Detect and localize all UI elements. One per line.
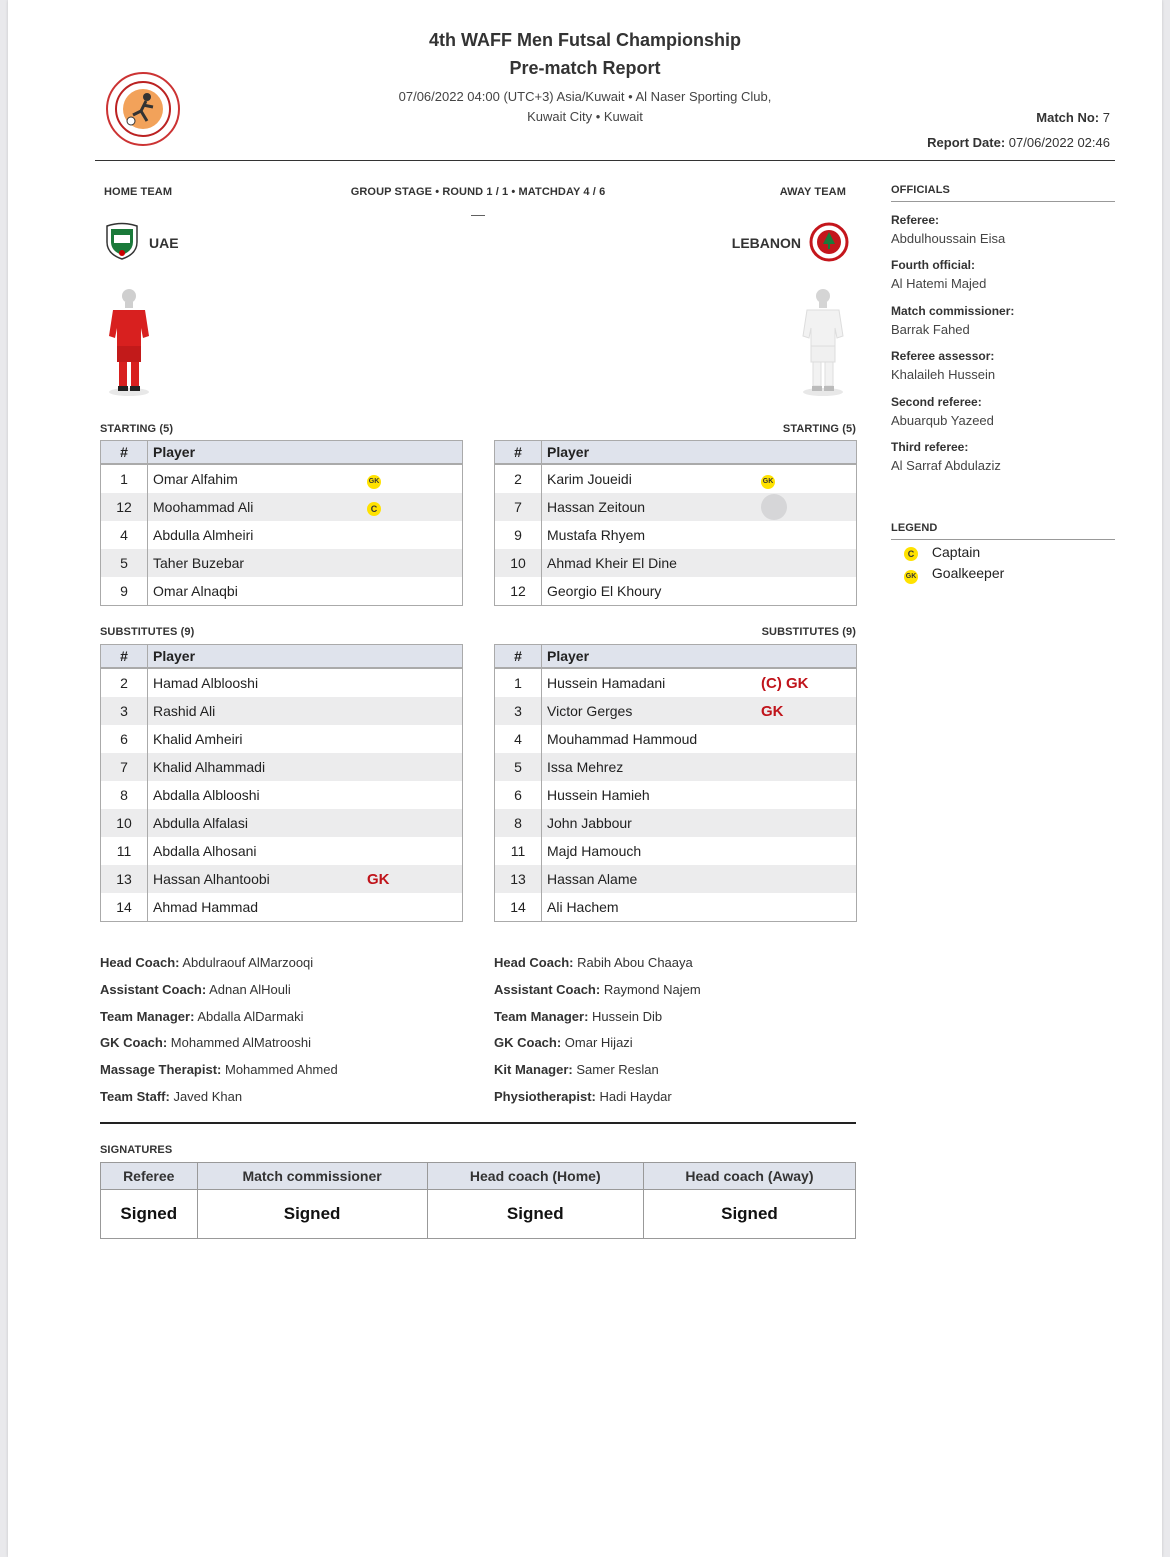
- table-row: [101, 549, 463, 577]
- report-title: Pre-match Report: [509, 58, 661, 78]
- player-mark: [756, 549, 857, 577]
- goalkeeper-badge-icon: GK: [904, 570, 918, 584]
- player-name: Hamad Alblooshi: [153, 675, 259, 691]
- player-mark: [362, 493, 463, 521]
- table-row: [495, 493, 857, 521]
- player-mark: [362, 781, 463, 809]
- col-player: Player: [148, 441, 363, 465]
- signatures-table: [100, 1162, 856, 1239]
- signatures-title: SIGNATURES: [100, 1144, 173, 1156]
- table-row: [495, 521, 857, 549]
- staff-row: [494, 1009, 701, 1036]
- report-date-value: 07/06/2022 02:46: [1008, 135, 1110, 150]
- player-number: 10: [101, 809, 148, 837]
- table-row: [101, 521, 463, 549]
- player-mark: [362, 668, 463, 697]
- table-row: [101, 464, 463, 493]
- table-row: [101, 865, 463, 893]
- official-entry: [891, 440, 1115, 485]
- staff-name: Omar Hijazi: [564, 1035, 633, 1051]
- table-row: [495, 697, 857, 725]
- player-number: 5: [495, 753, 542, 781]
- header-divider: [95, 160, 1115, 161]
- officials-divider: [891, 201, 1115, 202]
- player-name: Abdulla Alfalasi: [148, 809, 363, 837]
- staff-name: Samer Reslan: [576, 1062, 659, 1078]
- staff-role: Kit Manager:: [494, 1062, 573, 1078]
- table-row: [495, 577, 857, 606]
- away-kit-icon: [797, 286, 849, 403]
- goalkeeper-badge-icon: GK: [367, 475, 381, 489]
- staff-role: Massage Therapist:: [100, 1062, 222, 1078]
- officials-list: [891, 213, 1115, 485]
- player-number: 9: [495, 521, 542, 549]
- player-number: 12: [101, 493, 148, 521]
- staff-name: Raymond Najem: [603, 981, 701, 997]
- table-row: [495, 809, 857, 837]
- player-name: Omar Alfahim: [153, 471, 238, 487]
- staff-row: [100, 1035, 338, 1062]
- staff-name: Hussein Dib: [592, 1008, 663, 1024]
- signature-value: Signed: [197, 1190, 427, 1239]
- player-mark: [756, 668, 857, 697]
- table-row: [495, 781, 857, 809]
- staff-role: Physiotherapist:: [494, 1088, 596, 1104]
- blank-badge-icon: [761, 494, 787, 520]
- staff-row: [100, 1089, 338, 1116]
- signature-header: Referee: [101, 1163, 198, 1190]
- player-number: 2: [495, 464, 542, 493]
- championship-title: 4th WAFF Men Futsal Championship: [429, 30, 741, 50]
- player-name: Hassan Zeitoun: [542, 493, 757, 521]
- player-name: Ahmad Kheir El Dine: [542, 549, 757, 577]
- staff-role: Team Manager:: [100, 1008, 195, 1024]
- table-row: [101, 725, 463, 753]
- table-row: [101, 781, 463, 809]
- player-name: Abdalla Alhosani: [153, 843, 257, 859]
- staff-row: [100, 982, 338, 1009]
- player-mark: [756, 809, 857, 837]
- home-starting-table: [100, 440, 463, 606]
- home-subs-label: SUBSTITUTES (9): [100, 626, 195, 638]
- table-row: [495, 865, 857, 893]
- player-name: John Jabbour: [542, 809, 757, 837]
- staff-name: Abdalla AlDarmaki: [197, 1008, 304, 1024]
- match-number-value: 7: [1102, 110, 1110, 125]
- player-number: 14: [101, 893, 148, 922]
- legend-divider: [891, 539, 1115, 540]
- match-datetime-venue: 07/06/2022 04:00 (UTC+3) Asia/Kuwait • Al Naser Sporting Club,: [398, 89, 772, 104]
- home-starting-label: STARTING (5): [100, 423, 174, 435]
- table-row: [495, 725, 857, 753]
- report-date-label: Report Date:: [927, 135, 1006, 150]
- player-name: Mouhammad Hammoud: [547, 731, 698, 747]
- col-mark: [362, 645, 463, 669]
- player-mark: [756, 577, 857, 606]
- player-number: 5: [101, 549, 148, 577]
- player-mark: [756, 493, 857, 521]
- away-starting-label: STARTING (5): [782, 423, 856, 435]
- player-name: Omar Alnaqbi: [153, 583, 238, 599]
- away-staff-list: [494, 955, 701, 1116]
- official-name: Abdulhoussain Eisa: [891, 231, 1006, 246]
- match-number-label: Match No:: [1036, 110, 1100, 125]
- report-date: [927, 135, 1110, 150]
- staff-row: [494, 1089, 701, 1116]
- player-number: 11: [101, 837, 148, 865]
- player-name: Mustafa Rhyem: [547, 527, 646, 543]
- player-number: 7: [101, 753, 148, 781]
- player-mark: [362, 549, 463, 577]
- col-mark: [362, 441, 463, 465]
- col-mark: [756, 645, 857, 669]
- match-location: Kuwait City • Kuwait: [527, 109, 643, 124]
- player-number: 10: [495, 549, 542, 577]
- staff-role: Team Manager:: [494, 1008, 589, 1024]
- table-row: [101, 809, 463, 837]
- official-role: Referee:: [891, 213, 940, 227]
- table-row: [101, 668, 463, 697]
- player-mark: [362, 865, 463, 893]
- player-name: Georgio El Khoury: [547, 583, 662, 599]
- table-row: [495, 464, 857, 493]
- col-player: Player: [542, 441, 757, 465]
- player-mark: [756, 865, 857, 893]
- player-mark: [362, 837, 463, 865]
- table-row: [495, 893, 857, 922]
- player-mark: [362, 697, 463, 725]
- stage-info: GROUP STAGE • ROUND 1 / 1 • MATCHDAY 4 / 6: [350, 186, 606, 198]
- officials-title: OFFICIALS: [891, 184, 950, 196]
- player-name: Taher Buzebar: [148, 549, 363, 577]
- home-team-label: HOME TEAM: [104, 186, 173, 198]
- home-staff-list: [100, 955, 338, 1116]
- player-number: 9: [101, 577, 148, 606]
- staff-name: Javed Khan: [173, 1088, 243, 1104]
- player-mark: [756, 781, 857, 809]
- handwritten-note: GK: [367, 870, 390, 888]
- col-mark: [756, 441, 857, 465]
- staff-name: Adnan AlHouli: [209, 981, 291, 997]
- staff-row: [494, 955, 701, 982]
- staff-role: Head Coach:: [100, 955, 180, 970]
- player-number: 2: [101, 668, 148, 697]
- staff-row: [494, 1062, 701, 1089]
- player-name: Ali Hachem: [547, 899, 619, 915]
- official-name: Khalaileh Hussein: [891, 367, 996, 383]
- staff-row: [100, 955, 338, 982]
- official-role: Fourth official:: [891, 258, 975, 273]
- table-row: [495, 668, 857, 697]
- col-number: #: [495, 645, 542, 669]
- captain-badge-icon: C: [367, 502, 381, 516]
- signature-header: Head coach (Home): [427, 1163, 643, 1190]
- player-number: 6: [495, 781, 542, 809]
- handwritten-note: GK: [761, 702, 784, 720]
- table-row: [101, 577, 463, 606]
- player-number: 1: [101, 464, 148, 493]
- away-subs-table: [494, 644, 857, 922]
- official-role: Referee assessor:: [891, 349, 995, 364]
- player-name: Abdalla Alblooshi: [153, 787, 260, 803]
- player-number: 3: [101, 697, 148, 725]
- staff-role: GK Coach:: [494, 1035, 562, 1051]
- table-row: [101, 493, 463, 521]
- player-mark: [362, 464, 463, 493]
- staff-name: Abdulraouf AlMarzooqi: [182, 955, 314, 970]
- player-name: Abdulla Almheiri: [153, 527, 254, 543]
- col-number: #: [101, 645, 148, 669]
- home-subs-table: [100, 644, 463, 922]
- player-mark: [362, 893, 463, 922]
- official-entry: [891, 258, 1115, 303]
- player-number: 4: [495, 725, 542, 753]
- player-name: Victor Gerges: [542, 697, 757, 725]
- home-kit-icon: [103, 286, 155, 403]
- official-role: Second referee:: [891, 394, 982, 409]
- official-entry: [891, 304, 1115, 349]
- legend-captain: [904, 544, 980, 561]
- player-name: Hussein Hamieh: [547, 787, 650, 803]
- player-number: 14: [495, 893, 542, 922]
- home-team-name: UAE: [149, 235, 179, 251]
- table-row: [101, 837, 463, 865]
- away-subs-label: SUBSTITUTES (9): [761, 626, 856, 638]
- player-number: 6: [101, 725, 148, 753]
- staff-role: Team Staff:: [100, 1088, 170, 1104]
- signature-value: Signed: [643, 1190, 855, 1239]
- player-name: Khalid Alhammadi: [148, 753, 363, 781]
- official-entry: [891, 213, 1115, 258]
- staff-row: [494, 1035, 701, 1062]
- player-mark: [756, 697, 857, 725]
- signatures-divider: [100, 1122, 856, 1124]
- handwritten-note: (C) GK: [761, 674, 809, 692]
- player-number: 11: [495, 837, 542, 865]
- away-team-name: LEBANON: [731, 235, 801, 251]
- player-name: Majd Hamouch: [547, 843, 642, 859]
- official-name: Barrak Fahed: [891, 321, 970, 337]
- player-mark: [362, 521, 463, 549]
- player-mark: [362, 809, 463, 837]
- staff-role: Assistant Coach:: [100, 981, 207, 997]
- player-mark: [756, 521, 857, 549]
- player-number: 3: [495, 697, 542, 725]
- signature-value: Signed: [101, 1190, 198, 1239]
- signature-value: Signed: [427, 1190, 643, 1239]
- staff-role: Head Coach:: [494, 955, 574, 970]
- player-name: Moohammad Ali: [148, 493, 363, 521]
- player-mark: [756, 753, 857, 781]
- player-number: 7: [495, 493, 542, 521]
- staff-role: Assistant Coach:: [494, 981, 601, 997]
- player-number: 4: [101, 521, 148, 549]
- player-name: Karim Joueidi: [547, 471, 632, 487]
- official-name: Al Sarraf Abdulaziz: [891, 457, 1001, 473]
- legend-goalkeeper-label: Goalkeeper: [931, 565, 1005, 581]
- report-page: [8, 0, 1162, 1557]
- table-row: [495, 837, 857, 865]
- table-row: [101, 697, 463, 725]
- player-name: Hussein Hamadani: [547, 675, 666, 691]
- player-mark: [756, 893, 857, 922]
- legend-title: LEGEND: [891, 522, 938, 534]
- staff-name: Mohammed Ahmed: [225, 1062, 338, 1078]
- staff-name: Hadi Haydar: [599, 1088, 672, 1104]
- player-name: Ahmad Hammad: [153, 899, 259, 915]
- player-mark: [756, 837, 857, 865]
- player-number: 13: [101, 865, 148, 893]
- player-mark: [362, 577, 463, 606]
- official-name: Al Hatemi Majed: [891, 276, 987, 292]
- col-player: Player: [148, 645, 363, 669]
- away-team-label: AWAY TEAM: [779, 186, 846, 198]
- player-number: 13: [495, 865, 542, 893]
- official-entry: [891, 349, 1115, 394]
- player-name: Hassan Alhantoobi: [148, 865, 363, 893]
- lebanon-badge-icon: [809, 222, 849, 267]
- player-number: 8: [495, 809, 542, 837]
- staff-row: [100, 1009, 338, 1036]
- captain-badge-icon: C: [904, 547, 918, 561]
- player-number: 8: [101, 781, 148, 809]
- goalkeeper-badge-icon: GK: [761, 475, 775, 489]
- col-number: #: [101, 441, 148, 465]
- signature-header: Head coach (Away): [643, 1163, 855, 1190]
- official-role: Third referee:: [891, 439, 969, 454]
- staff-name: Mohammed AlMatrooshi: [170, 1035, 311, 1051]
- legend-goalkeeper: [904, 565, 1004, 584]
- table-row: [101, 893, 463, 922]
- col-number: #: [495, 441, 542, 465]
- official-entry: [891, 395, 1115, 440]
- col-player: Player: [542, 645, 757, 669]
- away-starting-table: [494, 440, 857, 606]
- score: —: [471, 206, 485, 222]
- staff-row: [494, 982, 701, 1009]
- official-role: Match commissioner:: [891, 303, 1015, 318]
- signature-header: Match commissioner: [197, 1163, 427, 1190]
- player-number: 1: [495, 668, 542, 697]
- staff-name: Rabih Abou Chaaya: [577, 955, 693, 970]
- player-name: Rashid Ali: [148, 697, 363, 725]
- player-number: 12: [495, 577, 542, 606]
- player-mark: [362, 725, 463, 753]
- player-mark: [756, 464, 857, 493]
- match-number: [1036, 110, 1110, 125]
- table-row: [495, 753, 857, 781]
- uae-badge-icon: [105, 222, 139, 265]
- legend-captain-label: Captain: [931, 544, 981, 560]
- player-mark: [362, 753, 463, 781]
- player-name: Hassan Alame: [542, 865, 757, 893]
- table-row: [101, 753, 463, 781]
- official-name: Abuarqub Yazeed: [891, 412, 994, 428]
- player-mark: [756, 725, 857, 753]
- staff-row: [100, 1062, 338, 1089]
- player-name: Issa Mehrez: [542, 753, 757, 781]
- table-row: [495, 549, 857, 577]
- staff-role: GK Coach:: [100, 1035, 168, 1051]
- player-name: Khalid Amheiri: [153, 731, 243, 747]
